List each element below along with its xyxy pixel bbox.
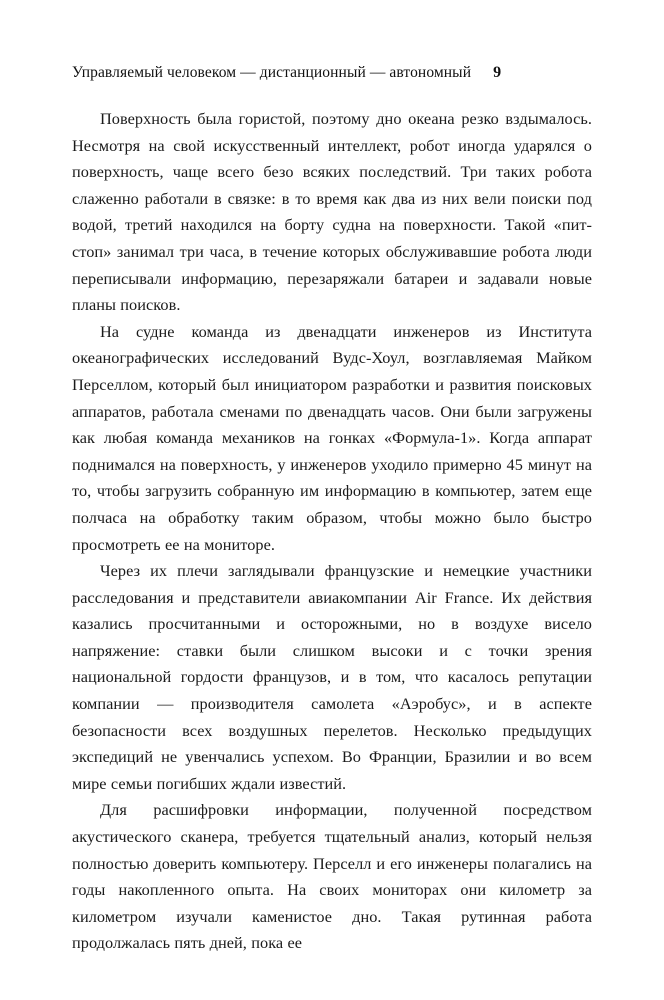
running-head-title: Управляемый человеком — дистанционный — автономный [72, 64, 472, 81]
page-number: 9 [493, 64, 502, 81]
body-text [72, 106, 592, 957]
paragraph: Для расшифровки информации, полученной посредством акустического сканера, требуется тщательный анализ, который нельзя полностью доверить компьютеру. Перселл и его инженеры полагались на годы накопленного опыта. На своих мониторах они километр за километром изучали каменистое дно. Такая рутинная работа продолжалась пять дней, пока ее [72, 800, 592, 953]
paragraph: Поверхность была гористой, поэтому дно океана резко вздымалось. Несмотря на свой искусственный интеллект, робот иногда ударялся о поверхность, чаще всего безо всяких последствий. Три таких робота слаженно работали в связке: в то время как два из них вели поиски под водой, третий находился на борту судна на поверхности. Такой «пит-стоп» занимал три часа, в течение которых обслуживавшие робота люди переписывали информацию, перезаряжали батареи и задавали новые планы поисков. [72, 109, 592, 315]
running-head [72, 64, 592, 82]
paragraph: На судне команда из двенадцати инженеров из Института океанографических исследований Вудс-Хоул, возглавляемая Майком Перселлом, который был инициатором разработки и развития поисковых аппаратов, работала сменами по двенадцать часов. Они были загружены как любая команда механиков на гонках «Формула-1». Когда аппарат поднимался на поверхность, у инженеров уходило примерно 45 минут на то, чтобы загрузить собранную им информацию в компьютер, затем еще полчаса на обработку таким образом, чтобы можно было быстро просмотреть ее на мониторе. [72, 321, 592, 554]
paragraph: Через их плечи заглядывали французские и немецкие участники расследования и представители авиакомпании Air France. Их действия казались просчитанными и осторожными, но в воздухе висело напряжение: ставки были слишком высоки и с точки зрения национальной гордости французов, и в том, что касалось репутации компании — производителя самолета «Аэробус», и в аспекте безопасности всех воздушных перелетов. Несколько предыдущих экспедиций не увенчались успехом. Во Франции, Бразилии и во всем мире семьи погибших ждали известий. [72, 561, 592, 793]
